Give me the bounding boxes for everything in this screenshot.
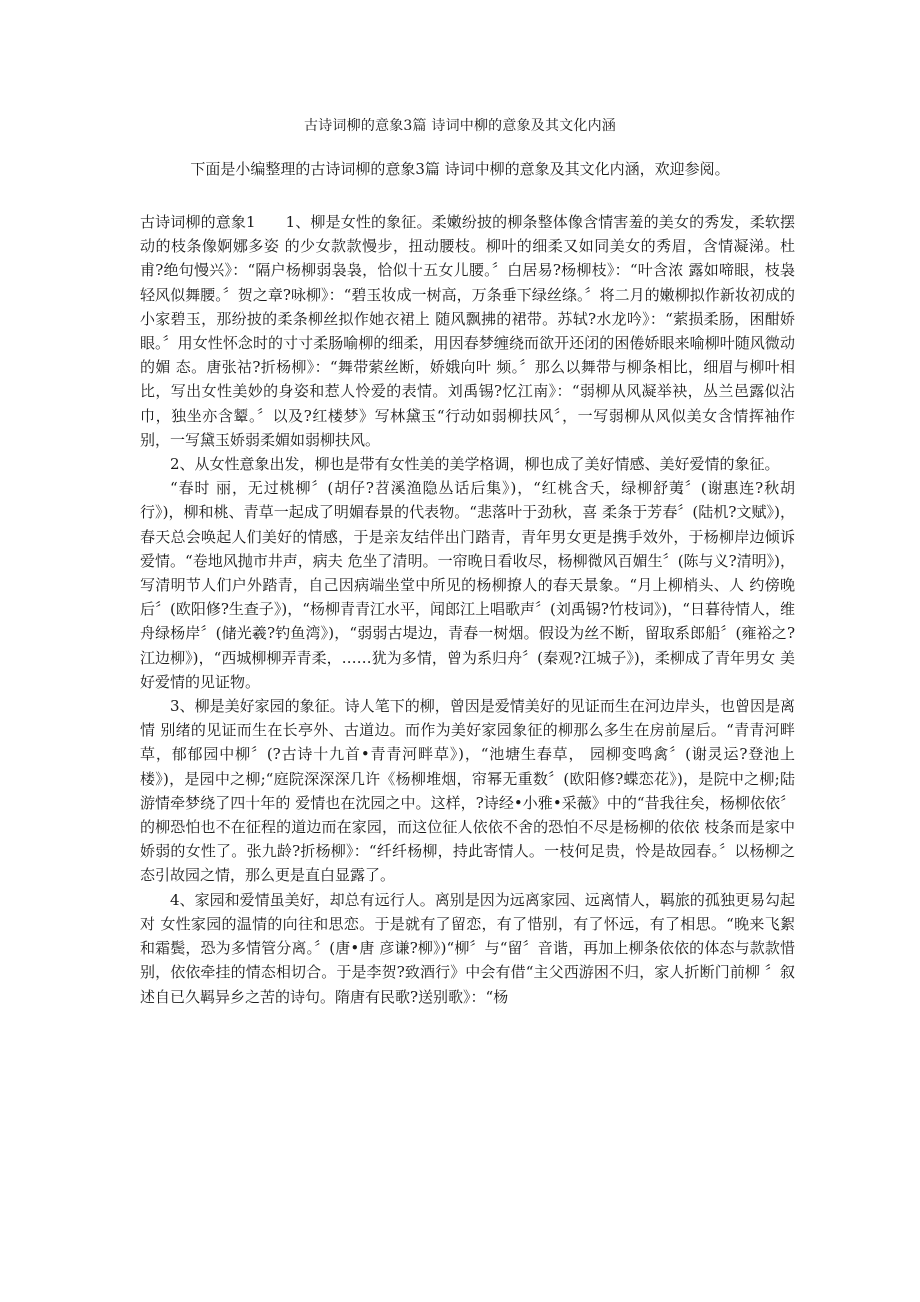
- paragraph-5: 4、家园和爱情虽美好，却总有远行人。离别是因为远离家园、远离情人，羁旅的孤独更易勾起对 女性家园的温情的向往和思恋。于是就有了留恋，有了惜别，有了怀远，有了相思。“晚来飞絮和霜鬓，恐为多情管分离。〞(唐•唐 彦谦?柳》)“柳〞与“留〞音谐，再加上柳条依依的体态与款款惜别，依依牵挂的情态相切合。于是李贺?致酒行》中会有借“主父西游困不归，家人折断门前柳 〞叙述自已久羁异乡之苦的诗句。隋唐有民歌?送别歌》：“杨: [140, 890, 795, 1006]
- paragraph-2: 2、从女性意象出发，柳也是带有女性美的美学格调，柳也成了美好情感、美好爱情的象征。: [170, 455, 780, 474]
- document-title: 古诗词柳的意象3篇 诗词中柳的意象及其文化内涵: [304, 118, 616, 134]
- paragraph-4: 3、柳是美好家园的象征。诗人笔下的柳，曾因是爱情美好的见证而生在河边岸头，也曾因是离情 别绪的见证而生在长亭外、古道边。而作为美好家园象征的柳那么多生在房前屋后。“青青河畔草，郁郁园中柳〞(?古诗十九首•青青河畔草》)，“池塘生春草， 园柳变鸣禽〞(谢灵运?登池上楼》)，是园中之柳;“庭院深深深几许《杨柳堆烟，帘幂无重数〞(欧阳修?蝶恋花》)，是院中之柳;陆游情牵梦绕了四十年的 爱情也在沈园之中。这样，?诗经•小雅•采薇》中的“昔我往矣，杨柳依依〞的柳恐怕也不在征程的道边而在家园，而这位征人依依不舍的恐怕不尽是杨柳的依依 枝条而是家中娇弱的女性了。张九龄?折杨柳》：“纤纤杨柳，持此寄情人。一枝何足贵，怜是故园春。〞以杨柳之态引故园之情，那么更是直白显露了。: [140, 697, 795, 885]
- paragraph-1-text: 1、柳是女性的象征。柔嫩纷披的柳条整体像含情害羞的美女的秀发，柔软摆动的枝条像婀娜多姿 的少女款款慢步，扭动腰枝。柳叶的细柔又如同美女的秀眉，含情凝涕。杜甫?绝句慢兴》：“隔户杨柳弱袅袅，恰似十五女儿腰。〞白居易?杨柳枝》：“叶含浓 露如啼眼，枝袅轻风似舞腰。〞贺之章?咏柳》：“碧玉妆成一树高，万条垂下绿丝绦。〞将二月的嫩柳拟作新妆初成的小家碧玉，那纷披的柔条柳丝拟作她衣裙上 随风飘拂的裙带。苏轼?水龙吟》：“萦损柔肠，困酣娇眼。〞用女性怀念时的寸寸柔肠喻柳的细柔，用因春梦缠绕而欲开还闭的困倦娇眼来喻柳叶随风微动的媚 态。唐张祜?折杨柳》：“舞带萦丝断，娇娥向叶 频。〞那么以舞带与柳条相比，细眉与柳叶相比，写出女性美妙的身姿和惹人怜爱的表情。刘禹锡?忆江南》：“弱柳从风凝举袂，丛兰邑露似沾巾，独坐亦含颦。〞以及?红楼梦》写林黛玉“行动如弱柳扶风〞，一写弱柳从风似美女含情挥袖作别，一写黛玉娇弱柔媚如弱柳扶风。: [140, 213, 795, 449]
- document-body: [140, 210, 795, 1009]
- section-label: 古诗词柳的意象1: [140, 213, 256, 231]
- document-intro: 下面是小编整理的古诗词柳的意象3篇 诗词中柳的意象及其文化内涵，欢迎参阅。: [190, 160, 730, 178]
- paragraph-1: [140, 210, 795, 452]
- paragraph-3: “春时 丽，无过桃柳〞(胡仔?苕溪渔隐丛话后集》)，“红桃含夭，绿柳舒荑〞(谢惠连?秋胡行》)，柳和桃、青草一起成了明媚春景的代表物。“悲落叶于劲秋，喜 柔条于芳春〞(陆机?文赋》)，春天总会唤起人们美好的情感，于是亲友结伴出门踏青，青年男女更是携手效外，于杨柳岸边倾诉爱情。“卷地风抛市井声，病夫 危坐了清明。一帘晚日看收尽，杨柳微风百媚生〞(陈与义?清明》)，写清明节人们户外踏青，自己因病端坐堂中所见的杨柳撩人的春天景象。“月上柳梢头、人 约傍晚后〞(欧阳修?生查子》)，“杨柳青青江水平，闻郎江上唱歌声〞(刘禹锡?竹枝词》)，“日暮待情人，维舟绿杨岸〞(储光羲?钓鱼湾》)，“弱弱古堤边，青春一树烟。假设为丝不断，留取系郎船〞(雍裕之?江边柳》)，“西城柳柳弄青柔，……犹为多情，曾为系归舟〞(秦观?江城子》)，柔柳成了青年男女 美好爱情的见证物。: [140, 479, 795, 691]
